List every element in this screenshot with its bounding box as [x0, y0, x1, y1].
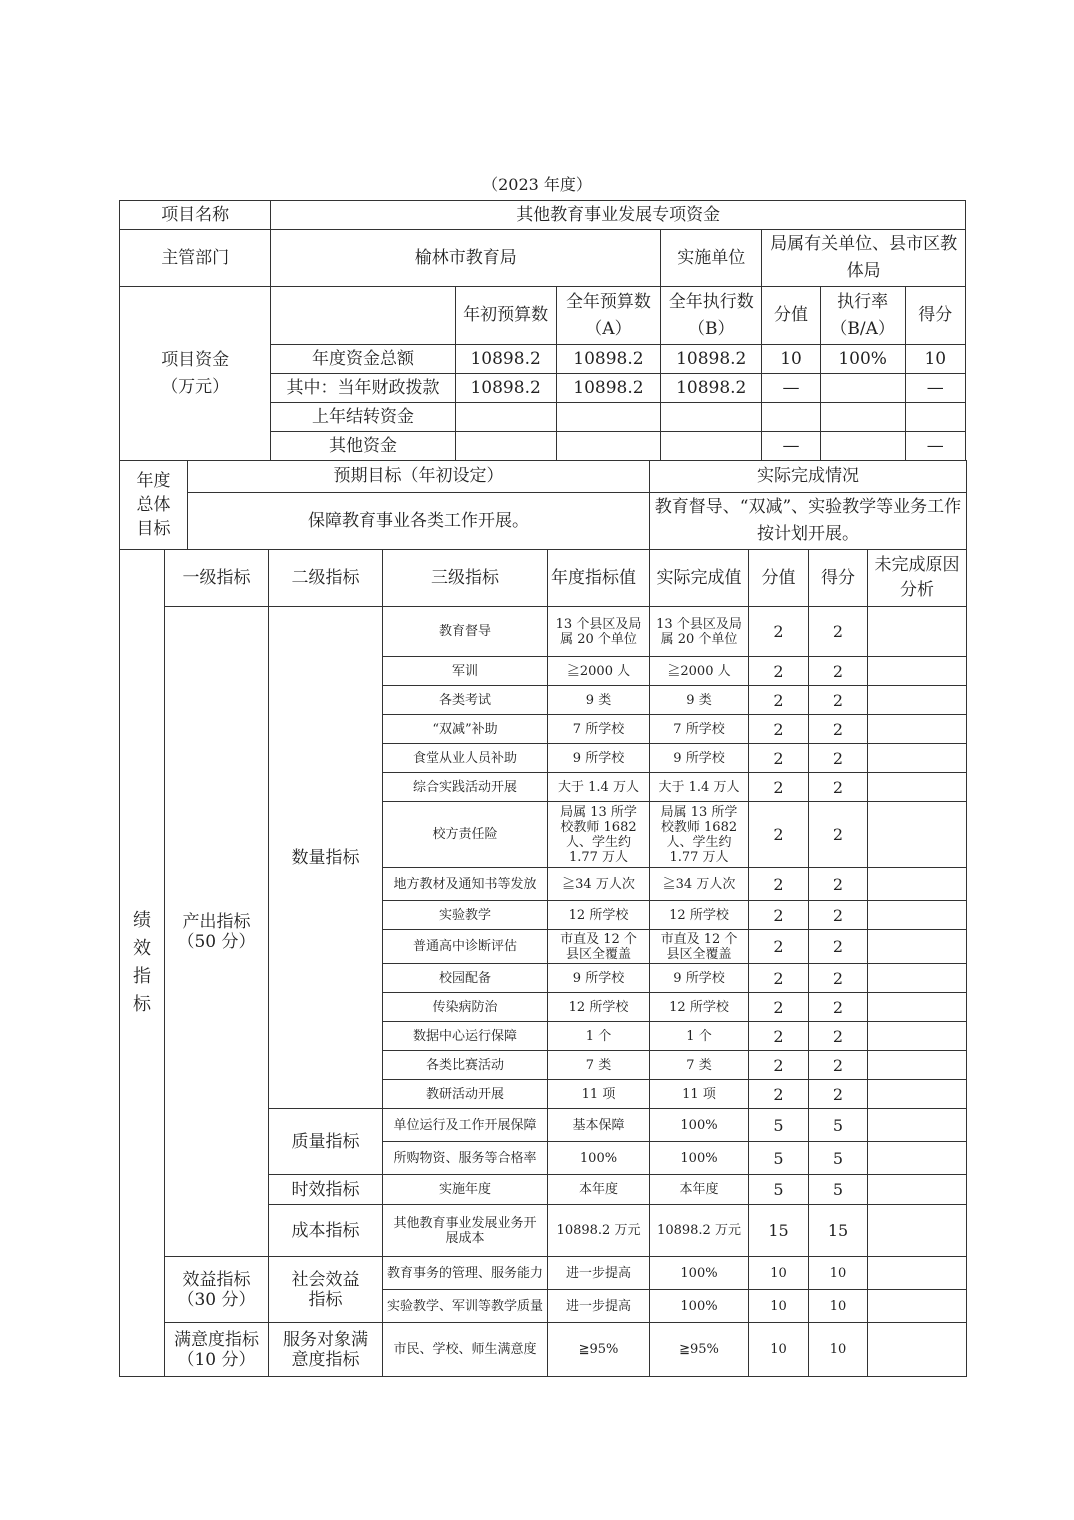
goals-label: [120, 461, 188, 550]
indicator-score: 2: [809, 773, 868, 802]
indicator-actual: 9 所学校: [650, 964, 749, 993]
level1-output-text: 产出指标（50 分）: [177, 911, 256, 952]
indicator-target: 12 所学校: [548, 993, 650, 1022]
indicator-value: 2: [749, 773, 809, 802]
indicator-actual: 1 个: [650, 1022, 749, 1051]
goals-expected-header: 预期目标（年初设定）: [188, 461, 650, 493]
level2-service: [269, 1323, 383, 1377]
indicator-value: 2: [749, 964, 809, 993]
indicator-actual: 9 所学校: [650, 744, 749, 773]
indicator-target: 10898.2 万元: [548, 1205, 650, 1257]
indicator-value: 2: [749, 686, 809, 715]
indicator-target: 9 所学校: [548, 964, 650, 993]
indicator-actual: 11 项: [650, 1080, 749, 1109]
indicator-target: 9 类: [548, 686, 650, 715]
indicator-score: 2: [809, 657, 868, 686]
goals-actual-text: 教育督导、“双减”、实验教学等业务工作按计划开展。: [650, 493, 967, 550]
indicator-actual: 7 类: [650, 1051, 749, 1080]
funds-header-value: 分值: [762, 287, 820, 345]
funds-row-rate: 100%: [820, 345, 905, 374]
indicator-reason: [868, 993, 967, 1022]
level1-benefit: [165, 1257, 269, 1323]
indicator-value: 2: [749, 1080, 809, 1109]
indicator-score: 2: [809, 964, 868, 993]
table-row: [120, 607, 967, 657]
funds-row-value: [762, 403, 820, 432]
indicator-reason: [868, 773, 967, 802]
indicator-value: 2: [749, 901, 809, 930]
funds-row-init: [455, 432, 556, 461]
level2-social-text: 社会效益指标: [291, 1269, 360, 1310]
indicator-reason: [868, 715, 967, 744]
indicator-reason: [868, 1257, 967, 1290]
indicator-actual-text: 市直及 12 个县区全覆盖: [660, 931, 738, 962]
level2-quantity: 数量指标: [269, 607, 383, 1109]
funds-row-label: 年度资金总额: [271, 345, 455, 374]
funds-row-rate: [820, 403, 905, 432]
header-score: 得分: [809, 550, 868, 607]
indicator-name: 单位运行及工作开展保障: [383, 1109, 548, 1142]
indicator-value: 5: [749, 1109, 809, 1142]
indicator-actual: 100%: [650, 1290, 749, 1323]
indicator-name: 普通高中诊断评估: [383, 930, 548, 964]
indicator-score: 2: [809, 744, 868, 773]
indicator-name: 校园配备: [383, 964, 548, 993]
funds-row-annual: [556, 403, 660, 432]
indicator-name: 实验教学、军训等教学质量: [383, 1290, 548, 1323]
indicator-reason: [868, 1142, 967, 1175]
level2-service-text: 服务对象满意度指标: [283, 1329, 368, 1370]
funds-row-exec: [661, 432, 762, 461]
dept-label: 主管部门: [120, 230, 271, 287]
indicator-score: 5: [809, 1109, 868, 1142]
indicator-value: 5: [749, 1175, 809, 1205]
funds-row-value: —: [762, 374, 820, 403]
indicator-actual: 100%: [650, 1142, 749, 1175]
level1-satisfaction-text: 满意度指标（10 分）: [174, 1329, 259, 1370]
indicator-score: 5: [809, 1175, 868, 1205]
header-level1: 一级指标: [165, 550, 269, 607]
level1-satisfaction: [165, 1323, 269, 1377]
project-name-value: 其他教育事业发展专项资金: [271, 201, 966, 230]
indicator-score: 2: [809, 868, 868, 901]
goals-label-text: 年度总体目标: [136, 471, 171, 539]
funds-label-text: 项目资金（万元）: [161, 349, 230, 397]
funds-row-init: 10898.2: [455, 374, 556, 403]
funds-row-annual: 10898.2: [556, 374, 660, 403]
indicator-reason: [868, 744, 967, 773]
indicator-score: 2: [809, 993, 868, 1022]
performance-side-text: 绩效指标: [133, 910, 151, 1015]
indicator-value: 2: [749, 657, 809, 686]
indicator-target-text: 局属 13 所学校教师 1682 人、学生约 1.77 万人: [560, 804, 637, 865]
indicator-name: 校方责任险: [383, 802, 548, 868]
funds-header-rate: 执行率（B/A）: [820, 287, 905, 345]
indicator-name-text: 其他教育事业发展业务开展成本: [393, 1215, 537, 1246]
indicator-name: 所购物资、服务等合格率: [383, 1142, 548, 1175]
indicator-name: 军训: [383, 657, 548, 686]
indicator-reason: [868, 1205, 967, 1257]
indicator-name: 各类比赛活动: [383, 1051, 548, 1080]
indicator-target: [548, 607, 650, 657]
indicator-target: 9 所学校: [548, 744, 650, 773]
funds-label: [120, 287, 271, 461]
indicator-actual-text: 局属 13 所学校教师 1682 人、学生约 1.77 万人: [660, 804, 738, 865]
indicator-target: ≧95%: [548, 1323, 650, 1377]
indicator-reason: [868, 1290, 967, 1323]
indicator-name: 教育事务的管理、服务能力: [383, 1257, 548, 1290]
indicator-reason: [868, 1109, 967, 1142]
indicator-score: 2: [809, 1080, 868, 1109]
level1-output: [165, 607, 269, 1257]
indicator-score: 2: [809, 715, 868, 744]
indicator-reason: [868, 901, 967, 930]
funds-header-init: 年初预算数: [455, 287, 556, 345]
indicator-reason: [868, 607, 967, 657]
funds-row-annual: 10898.2: [556, 345, 660, 374]
indicator-actual: 10898.2 万元: [650, 1205, 749, 1257]
impl-value: 局属有关单位、县市区教体局: [762, 230, 966, 287]
indicator-name: 教研活动开展: [383, 1080, 548, 1109]
indicator-target: [548, 802, 650, 868]
indicator-score: 10: [809, 1323, 868, 1377]
indicator-value: 2: [749, 993, 809, 1022]
header-level2: 二级指标: [269, 550, 383, 607]
header-level3: 三级指标: [383, 550, 548, 607]
indicator-actual: 12 所学校: [650, 993, 749, 1022]
level2-cost: 成本指标: [269, 1205, 383, 1257]
indicator-value: 2: [749, 744, 809, 773]
indicator-actual: 本年度: [650, 1175, 749, 1205]
level2-quality: 质量指标: [269, 1109, 383, 1175]
indicator-target: 12 所学校: [548, 901, 650, 930]
goals-actual-header: 实际完成情况: [650, 461, 967, 493]
performance-table: [119, 549, 967, 1377]
indicator-value: 2: [749, 607, 809, 657]
indicator-name: 各类考试: [383, 686, 548, 715]
funds-row-init: [455, 403, 556, 432]
indicator-target: ≧2000 人: [548, 657, 650, 686]
indicator-score: 2: [809, 1022, 868, 1051]
funds-row-value: 10: [762, 345, 820, 374]
indicator-actual: [650, 802, 749, 868]
dept-value: 榆林市教育局: [271, 230, 661, 287]
indicator-reason: [868, 1080, 967, 1109]
project-funds-table: [119, 200, 966, 461]
indicator-score: 15: [809, 1205, 868, 1257]
indicator-target: ≧34 万人次: [548, 868, 650, 901]
report-year: （2023 年度）: [482, 175, 592, 194]
funds-header-annual: 全年预算数（A）: [556, 287, 660, 345]
impl-label: 实施单位: [661, 230, 762, 287]
funds-header-exec: 全年执行数（B）: [661, 287, 762, 345]
indicator-value: 5: [749, 1142, 809, 1175]
indicator-target: 7 所学校: [548, 715, 650, 744]
project-name-label: 项目名称: [120, 201, 271, 230]
indicator-target: 11 项: [548, 1080, 650, 1109]
indicator-target-text: 13 个县区及局属 20 个单位: [555, 616, 642, 647]
header-value: 分值: [749, 550, 809, 607]
indicator-score: 10: [809, 1290, 868, 1323]
indicator-name-text: 市民、学校、师生满意度: [393, 1342, 537, 1357]
indicator-reason: [868, 1051, 967, 1080]
indicator-name: 食堂从业人员补助: [383, 744, 548, 773]
table-row: [120, 1257, 967, 1290]
goals-expected-text: 保障教育事业各类工作开展。: [188, 493, 650, 550]
indicator-reason: [868, 1323, 967, 1377]
indicator-actual: 12 所学校: [650, 901, 749, 930]
indicator-reason: [868, 964, 967, 993]
level2-timeliness: 时效指标: [269, 1175, 383, 1205]
level1-benefit-text: 效益指标（30 分）: [177, 1269, 256, 1310]
indicator-name: “双减”补助: [383, 715, 548, 744]
indicator-actual: [650, 930, 749, 964]
indicator-value: 2: [749, 1051, 809, 1080]
indicator-target: 7 类: [548, 1051, 650, 1080]
funds-row-exec: [661, 403, 762, 432]
funds-header-blank: [271, 287, 455, 345]
indicator-name: [383, 1323, 548, 1377]
funds-row-rate: [820, 432, 905, 461]
header-target: 年度指标值: [548, 550, 650, 607]
indicator-reason: [868, 686, 967, 715]
indicator-score: 2: [809, 607, 868, 657]
indicator-target: 大于 1.4 万人: [548, 773, 650, 802]
indicator-target: [548, 930, 650, 964]
indicator-actual: ≧95%: [650, 1323, 749, 1377]
indicator-actual: 7 所学校: [650, 715, 749, 744]
indicator-score: 2: [809, 686, 868, 715]
indicator-score: 2: [809, 1051, 868, 1080]
funds-row-value: —: [762, 432, 820, 461]
indicator-value: 10: [749, 1290, 809, 1323]
indicator-reason: [868, 1175, 967, 1205]
indicator-actual: 100%: [650, 1257, 749, 1290]
indicator-score: 10: [809, 1257, 868, 1290]
indicator-target: 进一步提高: [548, 1290, 650, 1323]
indicator-value: 2: [749, 1022, 809, 1051]
indicator-target: 本年度: [548, 1175, 650, 1205]
indicator-actual: ≧34 万人次: [650, 868, 749, 901]
indicator-target: 100%: [548, 1142, 650, 1175]
performance-side-label: [120, 550, 165, 1377]
funds-row-init: 10898.2: [455, 345, 556, 374]
funds-row-exec: 10898.2: [661, 374, 762, 403]
indicator-name: 教育督导: [383, 607, 548, 657]
indicator-score: 2: [809, 930, 868, 964]
funds-row-label: 其他资金: [271, 432, 455, 461]
annual-goals-table: [119, 460, 967, 550]
indicator-reason: [868, 1022, 967, 1051]
funds-row-score: 10: [905, 345, 965, 374]
funds-row-rate: [820, 374, 905, 403]
indicator-actual-text: 13 个县区及局属 20 个单位: [656, 616, 742, 647]
indicator-value: 15: [749, 1205, 809, 1257]
indicator-value: 10: [749, 1257, 809, 1290]
indicator-value: 2: [749, 715, 809, 744]
indicator-value: 2: [749, 930, 809, 964]
header-actual: 实际完成值: [650, 550, 749, 607]
indicator-actual: 9 类: [650, 686, 749, 715]
funds-row-exec: 10898.2: [661, 345, 762, 374]
indicator-target: 基本保障: [548, 1109, 650, 1142]
indicator-actual: ≧2000 人: [650, 657, 749, 686]
indicator-reason: [868, 657, 967, 686]
indicator-name: [383, 1205, 548, 1257]
indicator-name: 数据中心运行保障: [383, 1022, 548, 1051]
funds-row-score: —: [905, 432, 965, 461]
indicator-actual: 100%: [650, 1109, 749, 1142]
indicator-name: 实施年度: [383, 1175, 548, 1205]
indicator-actual: [650, 607, 749, 657]
indicator-name: 地方教材及通知书等发放: [383, 868, 548, 901]
indicator-reason: [868, 802, 967, 868]
indicator-value: 2: [749, 868, 809, 901]
indicator-name: 实验教学: [383, 901, 548, 930]
indicator-score: 2: [809, 901, 868, 930]
header-reason: 未完成原因分析: [868, 550, 967, 607]
funds-row-score: —: [905, 374, 965, 403]
indicator-name: 传染病防治: [383, 993, 548, 1022]
indicator-value: 10: [749, 1323, 809, 1377]
indicator-score: 5: [809, 1142, 868, 1175]
funds-row-label: 其中：当年财政拨款: [271, 374, 455, 403]
indicator-target: 1 个: [548, 1022, 650, 1051]
indicator-value: 2: [749, 802, 809, 868]
funds-header-score: 得分: [905, 287, 965, 345]
indicator-target: 进一步提高: [548, 1257, 650, 1290]
indicator-reason: [868, 930, 967, 964]
indicator-name: 综合实践活动开展: [383, 773, 548, 802]
funds-row-score: [905, 403, 965, 432]
table-row: [120, 1323, 967, 1377]
funds-row-label: 上年结转资金: [271, 403, 455, 432]
indicator-target-text: 市直及 12 个县区全覆盖: [560, 931, 637, 962]
indicator-score: 2: [809, 802, 868, 868]
funds-row-annual: [556, 432, 660, 461]
indicator-actual: 大于 1.4 万人: [650, 773, 749, 802]
indicator-reason: [868, 868, 967, 901]
level2-social: [269, 1257, 383, 1323]
